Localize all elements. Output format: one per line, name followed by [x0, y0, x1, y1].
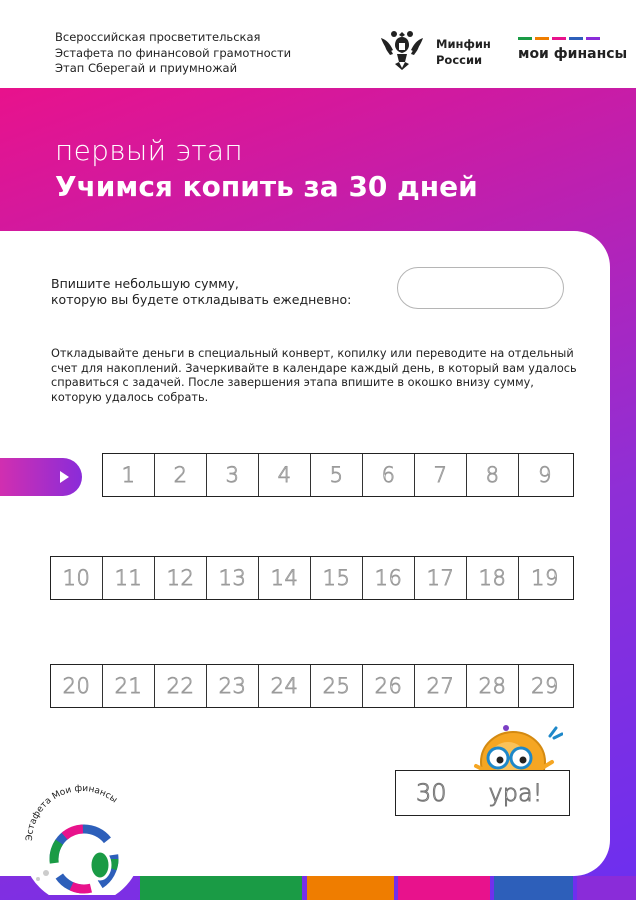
org-line: Эстафета по финансовой грамотности [55, 45, 292, 60]
play-arrow-icon [60, 471, 69, 483]
day-cell[interactable]: 23 [207, 665, 259, 707]
instruction-line: которую вы будете откладывать ежедневно: [51, 292, 352, 307]
day-cell[interactable]: 5 [311, 454, 363, 496]
day-cell[interactable]: 24 [259, 665, 311, 707]
day-cell[interactable]: 27 [415, 665, 467, 707]
organizer-text [55, 30, 291, 77]
russian-eagle-icon [379, 28, 425, 72]
day-cell[interactable]: 4 [259, 454, 311, 496]
footer-stripe [577, 876, 636, 900]
day-cell[interactable]: 25 [311, 665, 363, 707]
day-cell[interactable]: 10 [51, 557, 103, 599]
day-cell[interactable]: 18 [467, 557, 519, 599]
calendar-row-1 [102, 453, 574, 497]
paragraph-line: которую удалось собрать. [51, 390, 209, 404]
sum-instruction [51, 276, 351, 308]
day-cell[interactable]: 1 [103, 454, 155, 496]
day-cell[interactable]: 6 [363, 454, 415, 496]
stage-label: первый этап [55, 134, 243, 167]
footer-stripes [140, 876, 636, 900]
org-line: Этап Сберегай и приумножай [55, 61, 238, 75]
day-cell[interactable]: 9 [538, 463, 552, 487]
day-cell[interactable]: 26 [363, 665, 415, 707]
total-result-box [395, 770, 570, 816]
daily-sum-field[interactable] [397, 267, 564, 309]
relay-badge-icon [12, 775, 152, 895]
logo-stripes [518, 37, 614, 40]
ministry-line: России [436, 53, 483, 67]
footer-stripe [307, 876, 394, 900]
footer-stripe [140, 876, 302, 900]
day-cell[interactable]: 17 [415, 557, 467, 599]
logo-stripe [569, 37, 583, 40]
day-cell[interactable]: 14 [259, 557, 311, 599]
calendar-row-2 [50, 556, 574, 600]
day-cell[interactable]: 11 [103, 557, 155, 599]
day-cell[interactable]: 19 [531, 566, 559, 590]
moi-finansy-logo [518, 37, 628, 62]
paragraph-line: справиться с задачей. После завершения этапа впишите в окошко внизу сумму, [51, 376, 534, 390]
start-marker [0, 458, 82, 496]
day-cell[interactable]: 8 [467, 454, 519, 496]
logo-stripe [552, 37, 566, 40]
calendar-row-3 [50, 664, 574, 708]
day-cell[interactable]: 12 [155, 557, 207, 599]
footer-stripe [494, 876, 573, 900]
final-word: ура! [488, 779, 543, 807]
day-cell[interactable]: 22 [155, 665, 207, 707]
day-cell[interactable]: 16 [363, 557, 415, 599]
day-cell[interactable]: 13 [207, 557, 259, 599]
footer-stripe [398, 876, 490, 900]
ministry-line: Минфин [436, 37, 491, 51]
final-day[interactable]: 30 [416, 779, 447, 807]
day-cell[interactable]: 3 [207, 454, 259, 496]
day-cell[interactable]: 2 [155, 454, 207, 496]
paragraph-line: Откладывайте деньги в специальный конверт, копилку или переводите на отдельный [51, 347, 574, 360]
logo-stripe [535, 37, 549, 40]
page-header [0, 0, 636, 88]
instructions-paragraph [51, 347, 591, 405]
day-cell[interactable]: 15 [311, 557, 363, 599]
ministry-name [436, 36, 491, 68]
logo-stripe [518, 37, 532, 40]
day-cell[interactable]: 28 [467, 665, 519, 707]
paragraph-line: счет для накоплений. Зачеркивайте в календаре каждый день, в который вам удалось [51, 361, 577, 375]
instruction-line: Впишите небольшую сумму, [51, 276, 239, 291]
day-cell[interactable]: 21 [103, 665, 155, 707]
day-cell[interactable]: 29 [531, 674, 559, 698]
day-cell[interactable]: 20 [51, 665, 103, 707]
page-title: Учимся копить за 30 дней [55, 170, 478, 203]
day-cell[interactable]: 7 [415, 454, 467, 496]
badge-text: Эстафета Мои финансы [24, 783, 119, 842]
logo-stripe [586, 37, 600, 40]
brand-text: мои финансы [518, 46, 628, 62]
org-line: Всероссийская просветительская [55, 30, 261, 44]
